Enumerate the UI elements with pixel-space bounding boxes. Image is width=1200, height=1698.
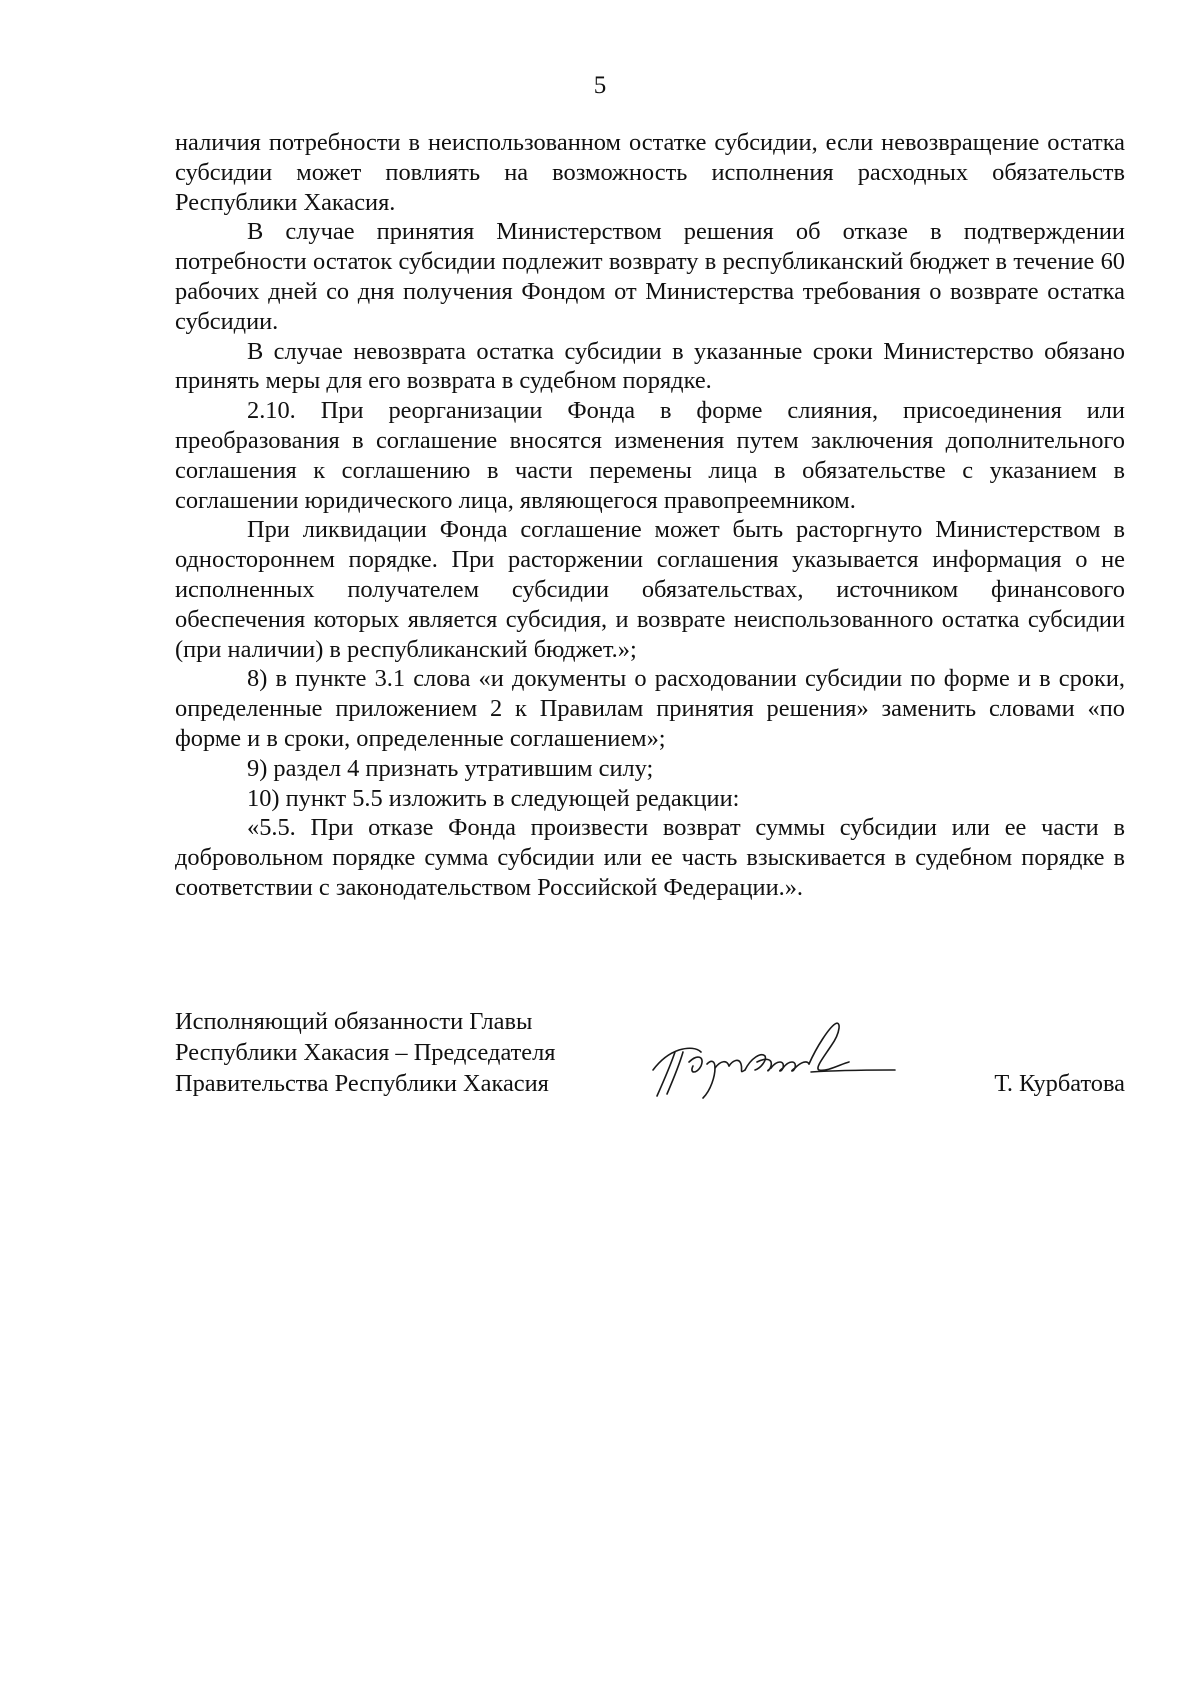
signatory-title — [175, 1006, 635, 1099]
paragraph-3: В случае невозврата остатка субсидии в указанные сроки Министерство обязано принять меры для его возврата в судебном порядке. — [175, 337, 1125, 395]
paragraph-5: При ликвидации Фонда соглашение может быть расторгнуто Министерством в одностороннем порядке. При расторжении соглашения указывается информация о не исполненных получателем субсидии обязательствах, источником финансового обеспечения которых является субсидия, и возврате неиспользованного остатка субсидии (при наличии) в республиканский бюджет.»; — [175, 516, 1125, 663]
signatory-title-line-2: Республики Хакасия – Председателя — [175, 1039, 556, 1066]
paragraph-8: 10) пункт 5.5 изложить в следующей редакции: — [247, 784, 740, 812]
signatory-title-line-3: Правительства Республики Хакасия — [175, 1070, 549, 1097]
paragraph-7: 9) раздел 4 признать утратившим силу; — [247, 754, 654, 782]
handwritten-signature — [645, 1012, 905, 1102]
paragraph-2: В случае принятия Министерством решения об отказе в подтверждении потребности остаток субсидии подлежит возврату в республиканский бюджет в течение 60 рабочих дней со дня получения Фондом от Министерства требования о возврате остатка субсидии. — [175, 218, 1125, 335]
page-number: 5 — [593, 72, 607, 99]
signature-block — [175, 1006, 1125, 1126]
paragraph-4: 2.10. При реорганизации Фонда в форме слияния, присоединения или преобразования в соглашение вносятся изменения путем заключения дополнительного соглашения к соглашению в части перемены лица в обязательстве с указанием в соглашении юридического лица, являющегося правопреемником. — [175, 397, 1125, 514]
signatory-name: Т. Курбатова — [994, 1070, 1125, 1097]
paragraph-1: наличия потребности в неиспользованном остатке субсидии, если невозвращение остатка субсидии может повлиять на возможность исполнения расходных обязательств Республики Хакасия. — [175, 129, 1125, 216]
document-body — [175, 128, 1125, 903]
signatory-title-line-1: Исполняющий обязанности Главы — [175, 1008, 533, 1035]
paragraph-6: 8) в пункте 3.1 слова «и документы о расходовании субсидии по форме и в сроки, определенные приложением 2 к Правилам принятия решения» заменить словами «по форме и в сроки, определенные соглашением»; — [175, 665, 1125, 752]
paragraph-9: «5.5. При отказе Фонда произвести возврат суммы субсидии или ее части в добровольном порядке сумма субсидии или ее часть взыскивается в судебном порядке в соответствии с законодательством Российской Федерации.». — [175, 814, 1125, 901]
